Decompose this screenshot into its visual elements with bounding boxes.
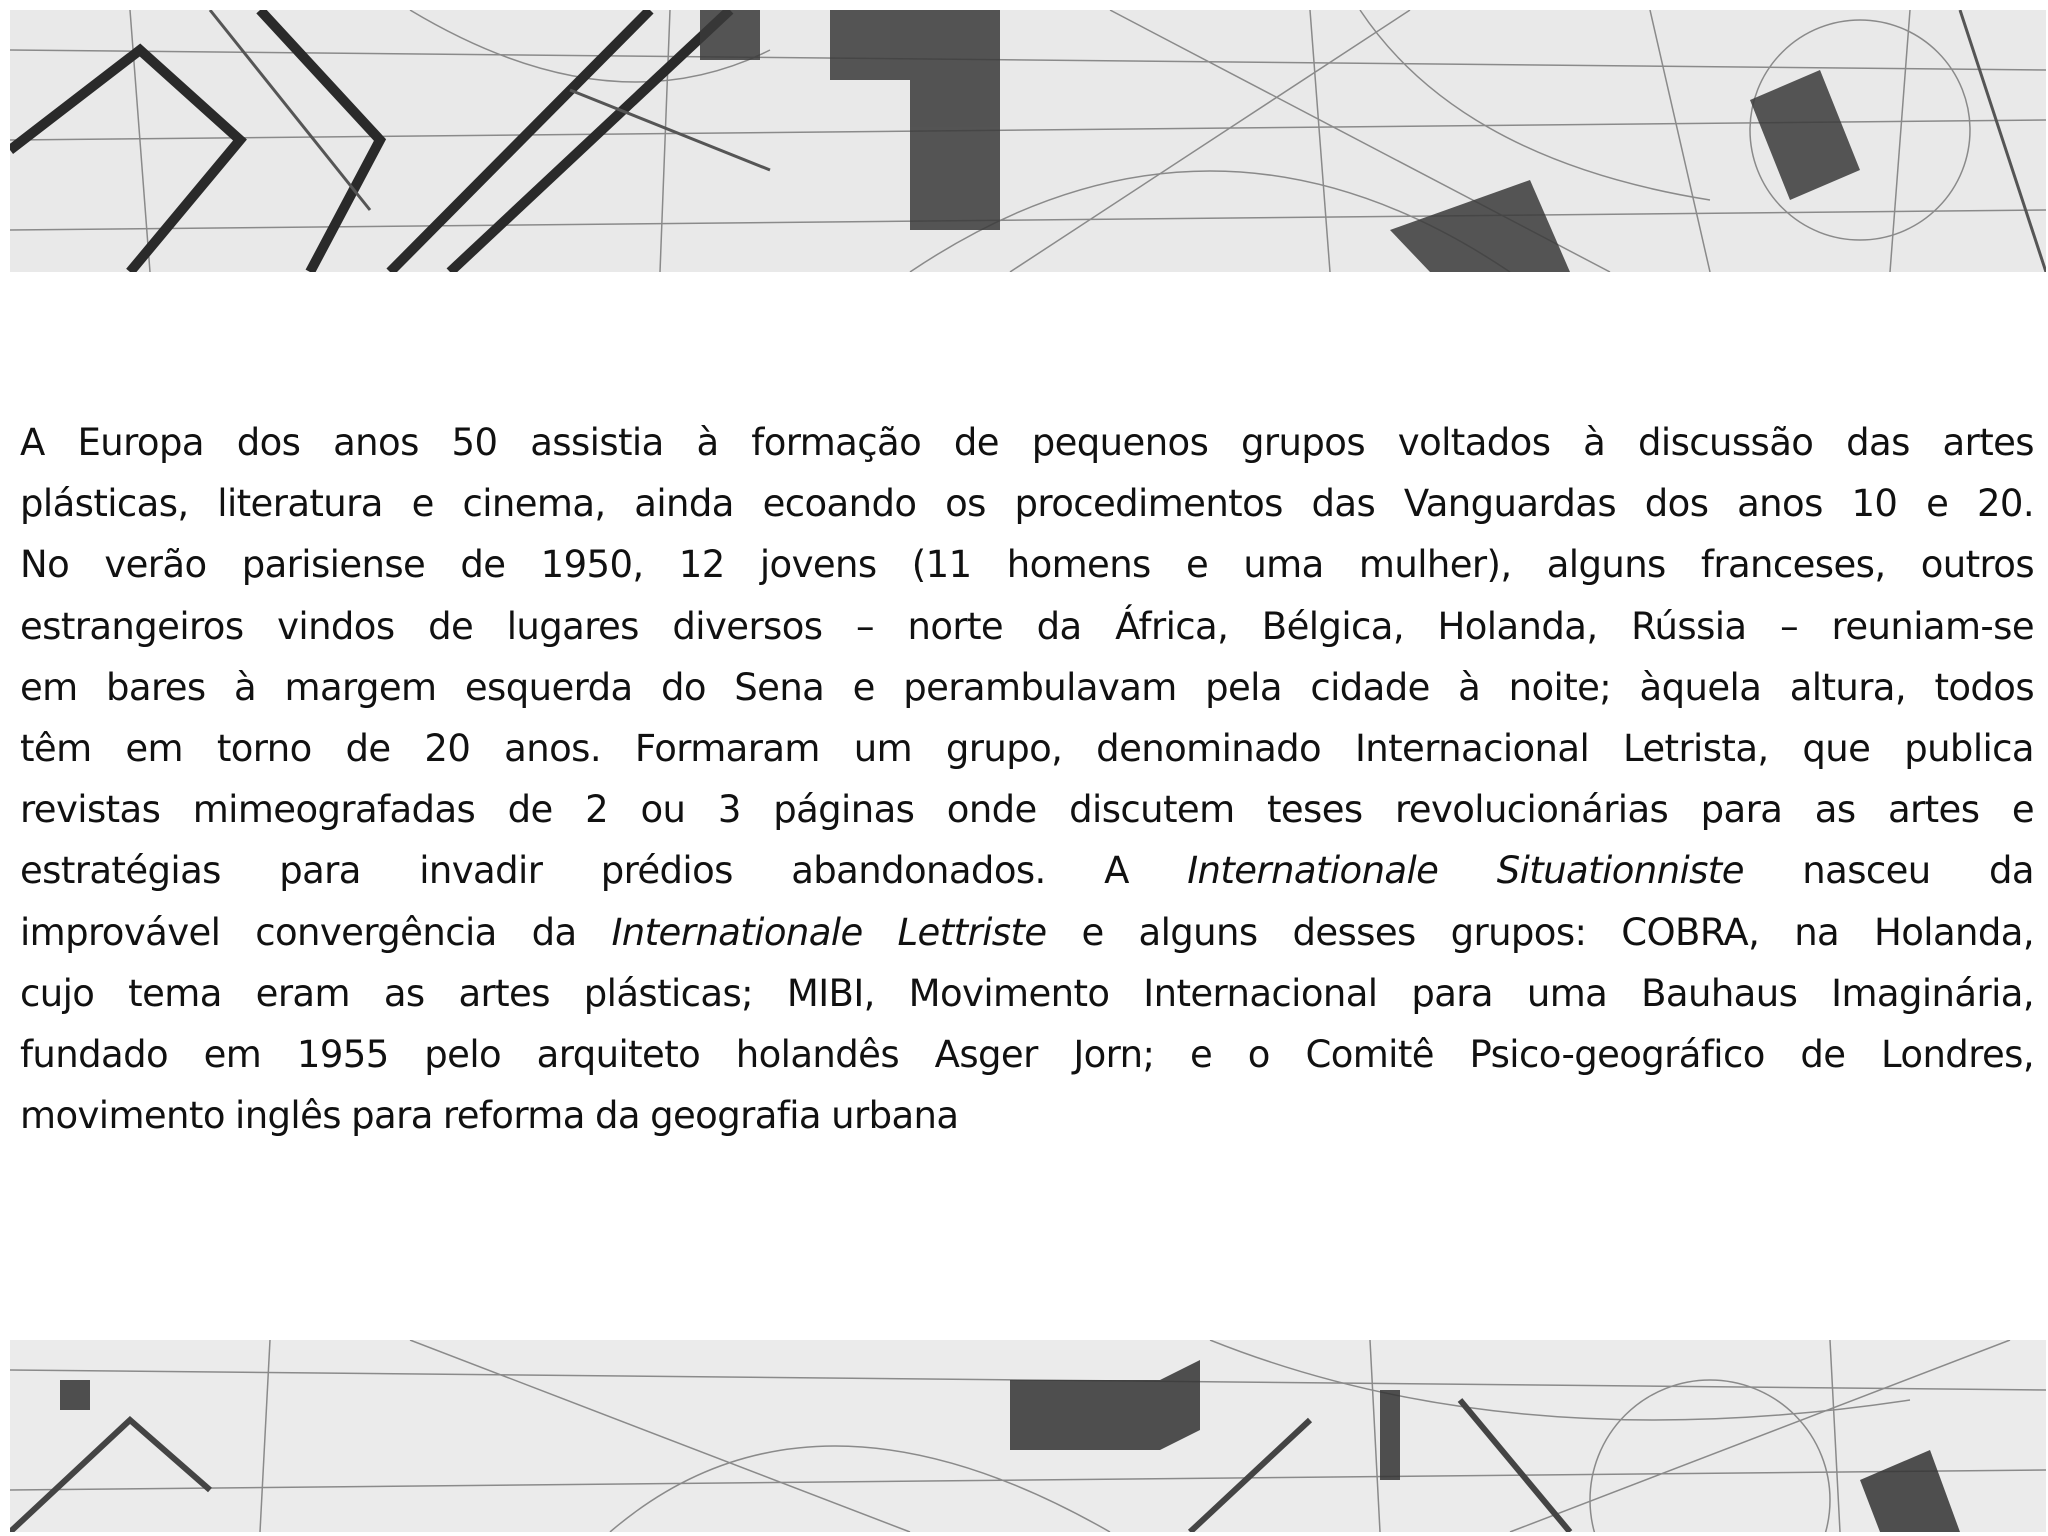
text-segment: estratégias para invadir prédios abandonados. A — [20, 849, 1129, 893]
text-line: No verão parisiense de 1950, 12 jovens (11 homens e uma mulher), alguns franceses, outros — [20, 543, 2034, 587]
text-line: revistas mimeografadas de 2 ou 3 páginas onde discutem teses revolucionárias para as artes e — [20, 788, 2034, 832]
text-line: A Europa dos anos 50 assistia à formação de pequenos grupos voltados à discussão das artes — [20, 421, 2034, 464]
text-segment: e alguns desses grupos: COBRA, na Holanda, — [1081, 910, 2035, 954]
italic-title: Internationale Situationniste — [1187, 849, 1744, 893]
text-segment: improvável convergência da — [20, 910, 577, 954]
top-banner-image — [10, 10, 2046, 272]
text-line: cujo tema eram as artes plásticas; MIBI, Movimento Internacional para uma Bauhaus Imaginária, — [20, 971, 2034, 1015]
text-line: têm em torno de 20 anos. Formaram um grupo, denominado Internacional Letrista, que publica — [20, 726, 2034, 770]
text-line: em bares à margem esquerda do Sena e perambulavam pela cidade à noite; àquela altura, todos — [20, 665, 2034, 709]
architectural-drawing-top — [10, 10, 2046, 272]
body-paragraph — [20, 412, 2034, 1146]
text-line: plásticas, literatura e cinema, ainda ecoando os procedimentos das Vanguardas dos anos 10 e 20. — [20, 482, 2034, 526]
italic-title: Internationale Lettriste — [611, 910, 1047, 954]
text-line: fundado em 1955 pelo arquiteto holandês Asger Jorn; e o Comitê Psico-geográfico de Londres, — [20, 1032, 2034, 1076]
text-segment: nasceu da — [1802, 849, 2034, 893]
bottom-banner-image — [10, 1340, 2046, 1532]
text-line: movimento inglês para reforma da geografia urbana — [20, 1094, 959, 1138]
text-line — [20, 902, 2034, 963]
text-line — [20, 840, 2034, 901]
architectural-drawing-bottom — [10, 1340, 2046, 1532]
text-line: estrangeiros vindos de lugares diversos – norte da África, Bélgica, Holanda, Rússia – reuniam-se — [20, 604, 2034, 648]
